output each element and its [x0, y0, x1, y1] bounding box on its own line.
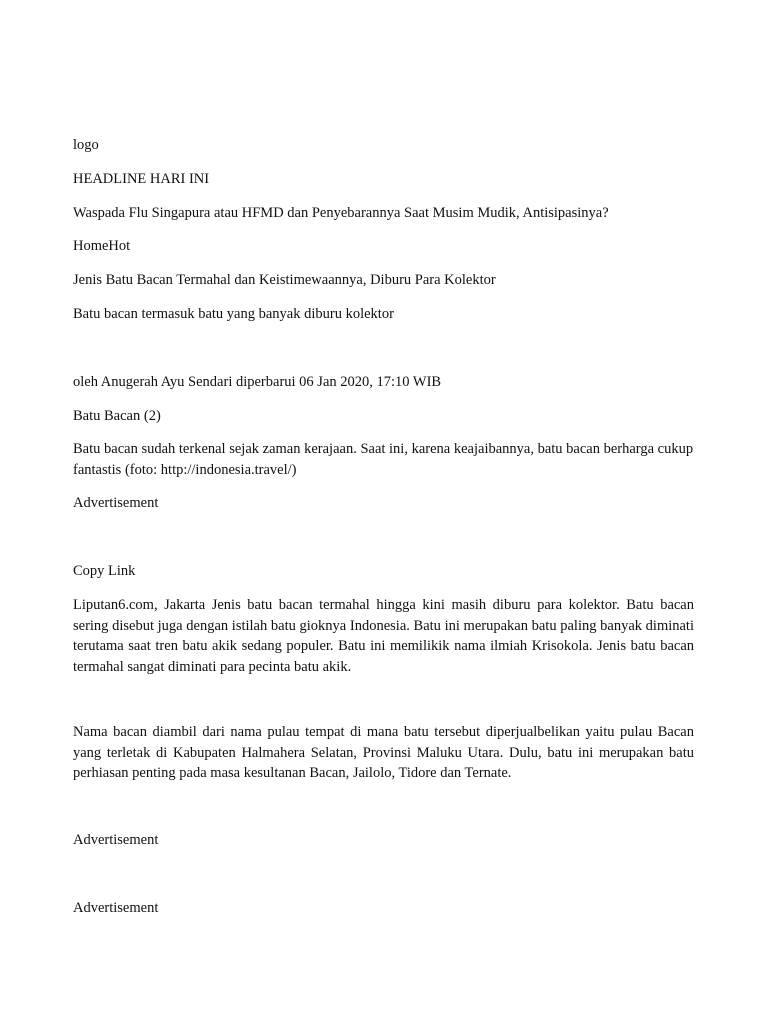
article-title: Jenis Batu Bacan Termahal dan Keistimewaannya, Diburu Para Kolektor [73, 272, 496, 288]
advertisement-label: Advertisement [73, 495, 159, 511]
logo[interactable]: logo [73, 137, 99, 153]
article-subtitle: Batu bacan termasuk batu yang banyak diburu kolektor [73, 306, 394, 322]
headline-link[interactable]: Waspada Flu Singapura atau HFMD dan Penyebarannya Saat Musim Mudik, Antisipasinya? [73, 205, 609, 221]
advertisement-label: Advertisement [73, 832, 159, 848]
image-label: Batu Bacan (2) [73, 408, 161, 424]
image-caption: Batu bacan sudah terkenal sejak zaman kerajaan. Saat ini, karena keajaibannya, batu bacan berharga cukup fantastis (foto: http://indonesia.travel/) [73, 441, 694, 478]
article-paragraph-1: Liputan6.com, Jakarta Jenis batu bacan termahal hingga kini masih diburu para kolektor. Batu bacan sering disebut juga dengan istilah batu gioknya Indonesia. Batu ini merupakan batu paling banyak diminati terutama saat tren batu akik sedang populer. Batu ini memilikik nama ilmiah Krisokola. Jenis batu bacan termahal sangat diminati para pecinta batu akik. [73, 597, 694, 675]
breadcrumb[interactable]: HomeHot [73, 238, 131, 254]
headline-section-label: HEADLINE HARI INI [73, 171, 210, 187]
article-paragraph-2: Nama bacan diambil dari nama pulau tempat di mana batu tersebut diperjualbelikan yaitu pulau Bacan yang terletak di Kabupaten Halmahera Selatan, Provinsi Maluku Utara. Dulu, batu ini merupakan batu perhiasan penting pada masa kesultanan Bacan, Jailolo, Tidore dan Ternate. [73, 724, 694, 781]
advertisement-label: Advertisement [73, 900, 159, 916]
article-byline: oleh Anugerah Ayu Sendari diperbarui 06 Jan 2020, 17:10 WIB [73, 374, 442, 390]
copy-link-button[interactable]: Copy Link [73, 563, 136, 579]
